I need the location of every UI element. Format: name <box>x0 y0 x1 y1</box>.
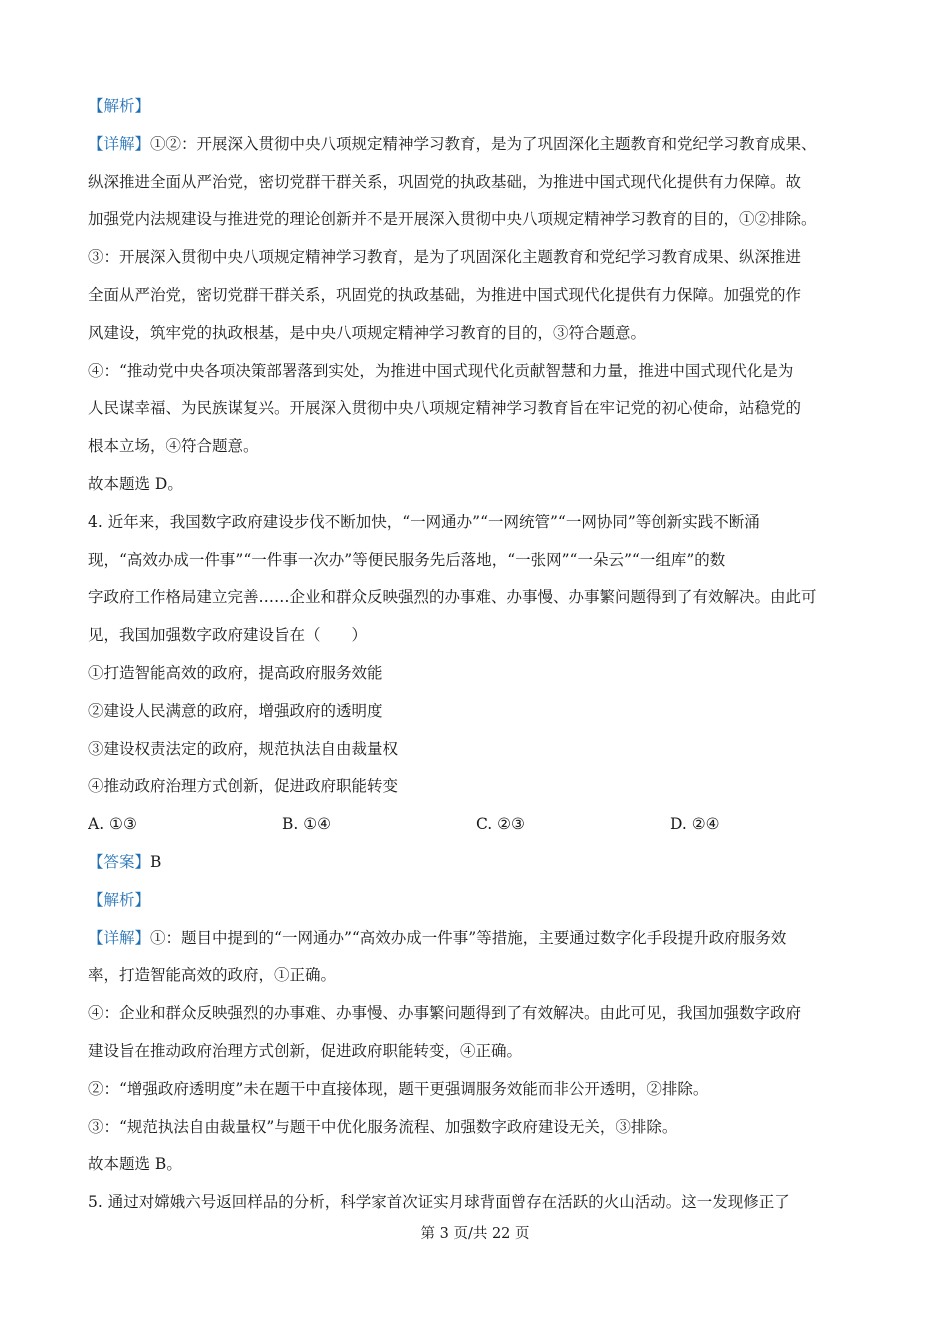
q4-stem-line: 见，我国加强数字政府建设旨在（ ） <box>88 626 368 645</box>
q4-statement-4: ④推动政府治理方式创新，促进政府职能转变 <box>88 777 399 796</box>
q3-detail-line: ③：开展深入贯彻中央八项规定精神学习教育，是为了巩固深化主题教育和党纪学习教育成果、纵深推进 <box>88 248 802 267</box>
q4-stem-line: 现，“高效办成一件事”“一件事一次办”等便民服务先后落地，“一张网”“一朵云”“一组库”的数 <box>88 550 726 569</box>
q4-answer-tag: 【答案】 <box>88 852 151 871</box>
q4-detail-line: 建设旨在推动政府治理方式创新，促进政府职能转变，④正确。 <box>88 1041 523 1060</box>
q3-detail-line: 风建设，筑牢党的执政根基，是中央八项规定精神学习教育的目的，③符合题意。 <box>88 323 647 342</box>
q4-detail-line: ③：“规范执法自由裁量权”与题干中优化服务流程、加强数字政府建设无关，③排除。 <box>88 1117 678 1136</box>
q3-detail-line: 加强党内法规建设与推进党的理论创新并不是开展深入贯彻中央八项规定精神学习教育的目的，①②排除。 <box>88 210 817 229</box>
q4-option-a: A. ①③ <box>88 815 137 834</box>
q4-option-d: D. ②④ <box>670 815 720 834</box>
q4-analysis-tag: 【解析】 <box>88 890 151 909</box>
q3-detail-line: 根本立场，④符合题意。 <box>88 437 259 456</box>
q4-answer: B <box>150 852 162 871</box>
q4-options <box>88 806 878 844</box>
q4-stem-line: 字政府工作格局建立完善……企业和群众反映强烈的办事难、办事慢、办事繁问题得到了有效解决。由此可 <box>88 588 817 607</box>
q4-stem-line: 4. 近年来，我国数字政府建设步伐不断加快，“一网通办”“一网统管”“一网协同”等创新实践不断涌 <box>88 512 760 531</box>
q4-detail-text: ①：题目中提到的“一网通办”“高效办成一件事”等措施，主要通过数字化手段提升政府服务效 <box>150 928 787 947</box>
q4-statement-3: ③建设权责法定的政府，规范执法自由裁量权 <box>88 739 399 758</box>
q5-stem-line: 5. 通过对嫦娥六号返回样品的分析，科学家首次证实月球背面曾存在活跃的火山活动。这一发现修正了 <box>88 1193 790 1212</box>
q3-detail-tag: 【详解】 <box>88 134 151 153</box>
q3-detail-line: 人民谋幸福、为民族谋复兴。开展深入贯彻中央八项规定精神学习教育旨在牢记党的初心使命，站稳党的 <box>88 399 802 418</box>
q4-detail-line <box>88 920 878 958</box>
q4-answer-line <box>88 844 878 882</box>
q4-statement-2: ②建设人民满意的政府，增强政府的透明度 <box>88 701 383 720</box>
q3-conclusion: 故本题选 D。 <box>88 474 183 493</box>
q3-detail-line: 全面从严治党，密切党群干群关系，巩固党的执政基础，为推进中国式现代化提供有力保障。加强党的作 <box>88 285 802 304</box>
page-content <box>88 88 878 1222</box>
q4-option-b: B. ①④ <box>282 815 332 834</box>
q4-detail-line: ④：企业和群众反映强烈的办事难、办事慢、办事繁问题得到了有效解决。由此可见，我国加强数字政府 <box>88 1004 802 1023</box>
q3-detail-line: ④：“推动党中央各项决策部署落到实处，为推进中国式现代化贡献智慧和力量，推进中国式现代化是为 <box>88 361 794 380</box>
q4-option-c: C. ②③ <box>476 815 525 834</box>
q3-detail-line <box>88 126 878 164</box>
q4-conclusion: 故本题选 B。 <box>88 1155 182 1174</box>
q3-detail-line: 纵深推进全面从严治党，密切党群干群关系，巩固党的执政基础，为推进中国式现代化提供有力保障。故 <box>88 172 802 191</box>
page-number-footer: 第 3 页/共 22 页 <box>420 1226 530 1242</box>
q4-detail-line: ②：“增强政府透明度”未在题干中直接体现，题干更强调服务效能而非公开透明，②排除。 <box>88 1079 709 1098</box>
q4-detail-tag: 【详解】 <box>88 928 151 947</box>
q3-analysis-tag: 【解析】 <box>88 97 151 115</box>
q4-detail-line: 率，打造智能高效的政府，①正确。 <box>88 966 337 985</box>
q3-detail-text: ①②：开展深入贯彻中央八项规定精神学习教育，是为了巩固深化主题教育和党纪学习教育成果、 <box>150 134 817 153</box>
q4-statement-1: ①打造智能高效的政府，提高政府服务效能 <box>88 663 383 682</box>
